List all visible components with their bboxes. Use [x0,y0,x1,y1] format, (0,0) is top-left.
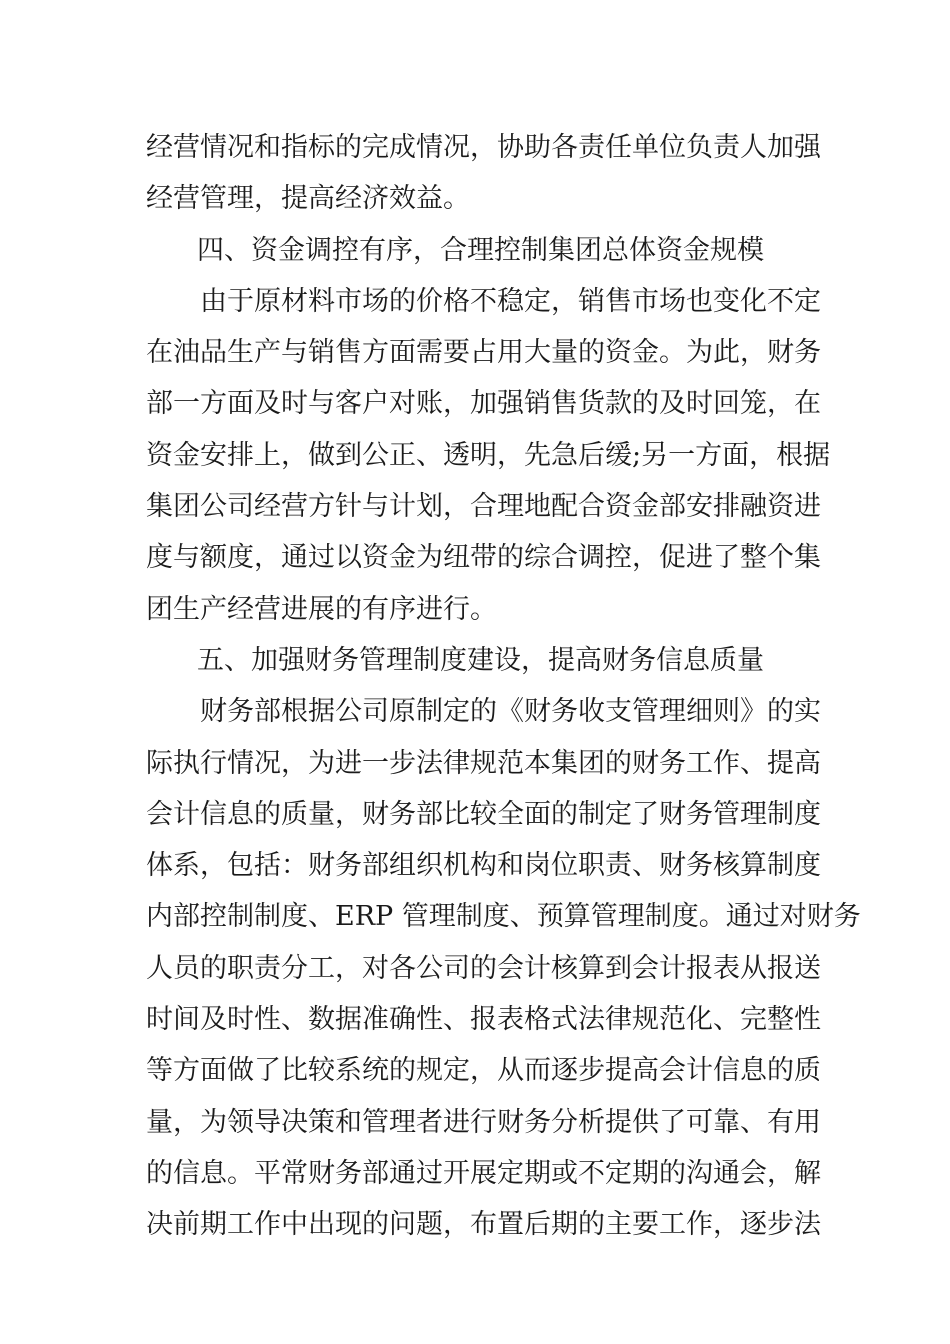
text-line: 经营管理，提高经济效益。 [146,183,470,215]
document-body [146,122,861,1251]
text-line: 体系，包括：财务部组织机构和岗位职责、财务核算制度 [146,850,821,882]
text-line: 决前期工作中出现的问题，布置后期的主要工作，逐步法 [146,1209,821,1241]
text-line: 度与额度，通过以资金为纽带的综合调控，促进了整个集 [146,542,821,574]
text-line: 集团公司经营方针与计划，合理地配合资金部安排融资进 [146,491,821,523]
text-line: 人员的职责分工，对各公司的会计核算到会计报表从报送 [146,952,821,984]
text-line: 内部控制制度、ERP 管理制度、预算管理制度。通过对财务 [146,901,861,933]
text-line: 际执行情况，为进一步法律规范本集团的财务工作、提高 [146,747,821,779]
text-line: 资金安排上，做到公正、透明，先急后缓;另一方面，根据 [146,439,831,471]
text-line: 经营情况和指标的完成情况，协助各责任单位负责人加强 [146,132,821,163]
text-line: 部一方面及时与客户对账，加强销售货款的及时回笼，在 [146,388,821,420]
text-line: 等方面做了比较系统的规定，从而逐步提高会计信息的质 [146,1055,821,1087]
text-line: 会计信息的质量，财务部比较全面的制定了财务管理制度 [146,798,821,830]
section-heading-five: 五、加强财务管理制度建设，提高财务信息质量 [197,644,764,676]
text-line: 财务部根据公司原制定的《财务收支管理细则》的实 [200,696,821,728]
text-line: 由于原材料市场的价格不稳定，销售市场也变化不定 [200,285,821,317]
text-line: 时间及时性、数据准确性、报表格式法律规范化、完整性 [146,1004,821,1036]
section-heading-four: 四、资金调控有序，合理控制集团总体资金规模 [197,234,764,266]
text-line: 量，为领导决策和管理者进行财务分析提供了可靠、有用 [146,1106,821,1138]
text-line: 团生产经营进展的有序进行。 [146,593,497,625]
text-line: 的信息。平常财务部通过开展定期或不定期的沟通会，解 [146,1157,821,1189]
text-line: 在油品生产与销售方面需要占用大量的资金。为此，财务 [146,337,821,369]
